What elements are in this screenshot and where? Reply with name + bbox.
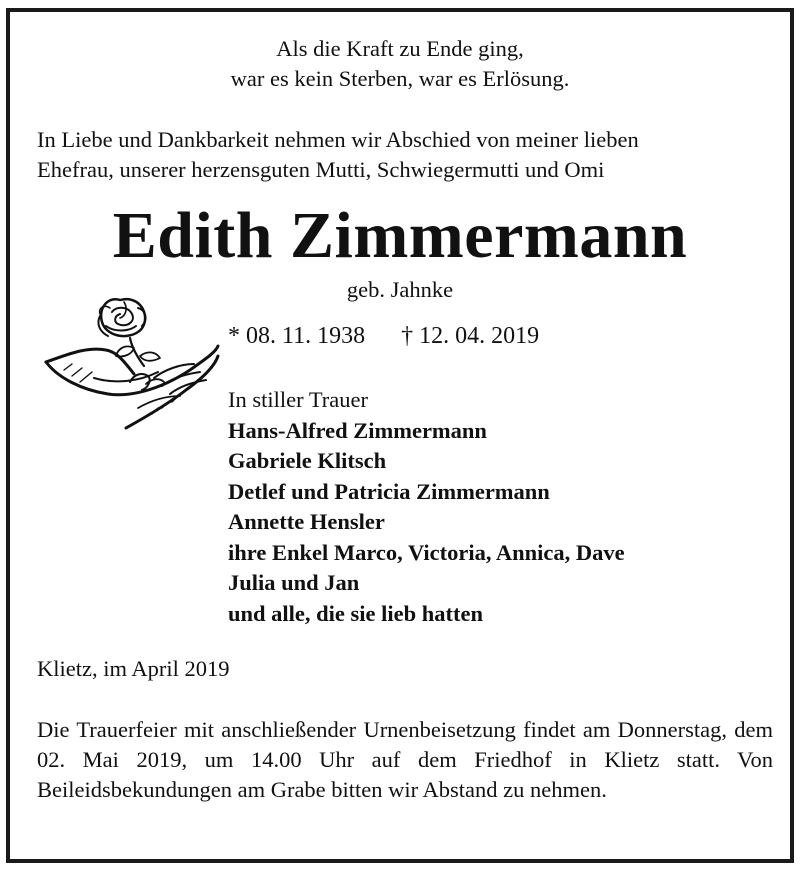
mourner-name: und alle, die sie lieb hatten bbox=[228, 600, 484, 626]
mourner-name: Julia und Jan bbox=[228, 570, 360, 595]
hand-holding-rose-icon bbox=[34, 286, 220, 436]
intro-line-1: In Liebe und Dankbarkeit nehmen wir Abschied von meiner lieben bbox=[37, 127, 639, 152]
quote bbox=[10, 34, 790, 94]
intro-text bbox=[37, 125, 767, 185]
mourner-name: Detlef und Patricia Zimmermann bbox=[228, 478, 550, 504]
mourner-name: Gabriele Klitsch bbox=[228, 448, 387, 473]
life-dates bbox=[228, 321, 539, 351]
mourner-name: Hans-Alfred Zimmermann bbox=[228, 417, 487, 443]
mourner-name: ihre Enkel Marco, Victoria, Annica, Dave bbox=[228, 539, 625, 565]
death-date: † 12. 04. 2019 bbox=[401, 323, 540, 349]
quote-line-1: Als die Kraft zu Ende ging, bbox=[276, 36, 524, 61]
mourners-lead: In stiller Trauer bbox=[228, 387, 368, 412]
place-and-date: Klietz, im April 2019 bbox=[37, 656, 230, 681]
mourners-list bbox=[228, 385, 625, 629]
birth-date: * 08. 11. 1938 bbox=[228, 323, 366, 349]
intro-line-2: Ehefrau, unserer herzensguten Mutti, Schwiegermutti und Omi bbox=[37, 157, 605, 182]
funeral-notice: Die Trauerfeier mit anschließender Urnenbeisetzung findet am Donnerstag, dem 02. Mai 2019, um 14.00 Uhr auf dem Friedhof in Klietz statt. Von Beileidsbekundungen am Grabe bitten wir Abstand zu nehmen. bbox=[37, 717, 773, 802]
deceased-name: Edith Zimmermann bbox=[112, 199, 688, 272]
mourner-name: Annette Hensler bbox=[228, 509, 385, 534]
obituary-frame bbox=[6, 8, 794, 863]
quote-line-2: war es kein Sterben, war es Erlösung. bbox=[230, 66, 570, 91]
maiden-name: geb. Jahnke bbox=[346, 277, 454, 302]
